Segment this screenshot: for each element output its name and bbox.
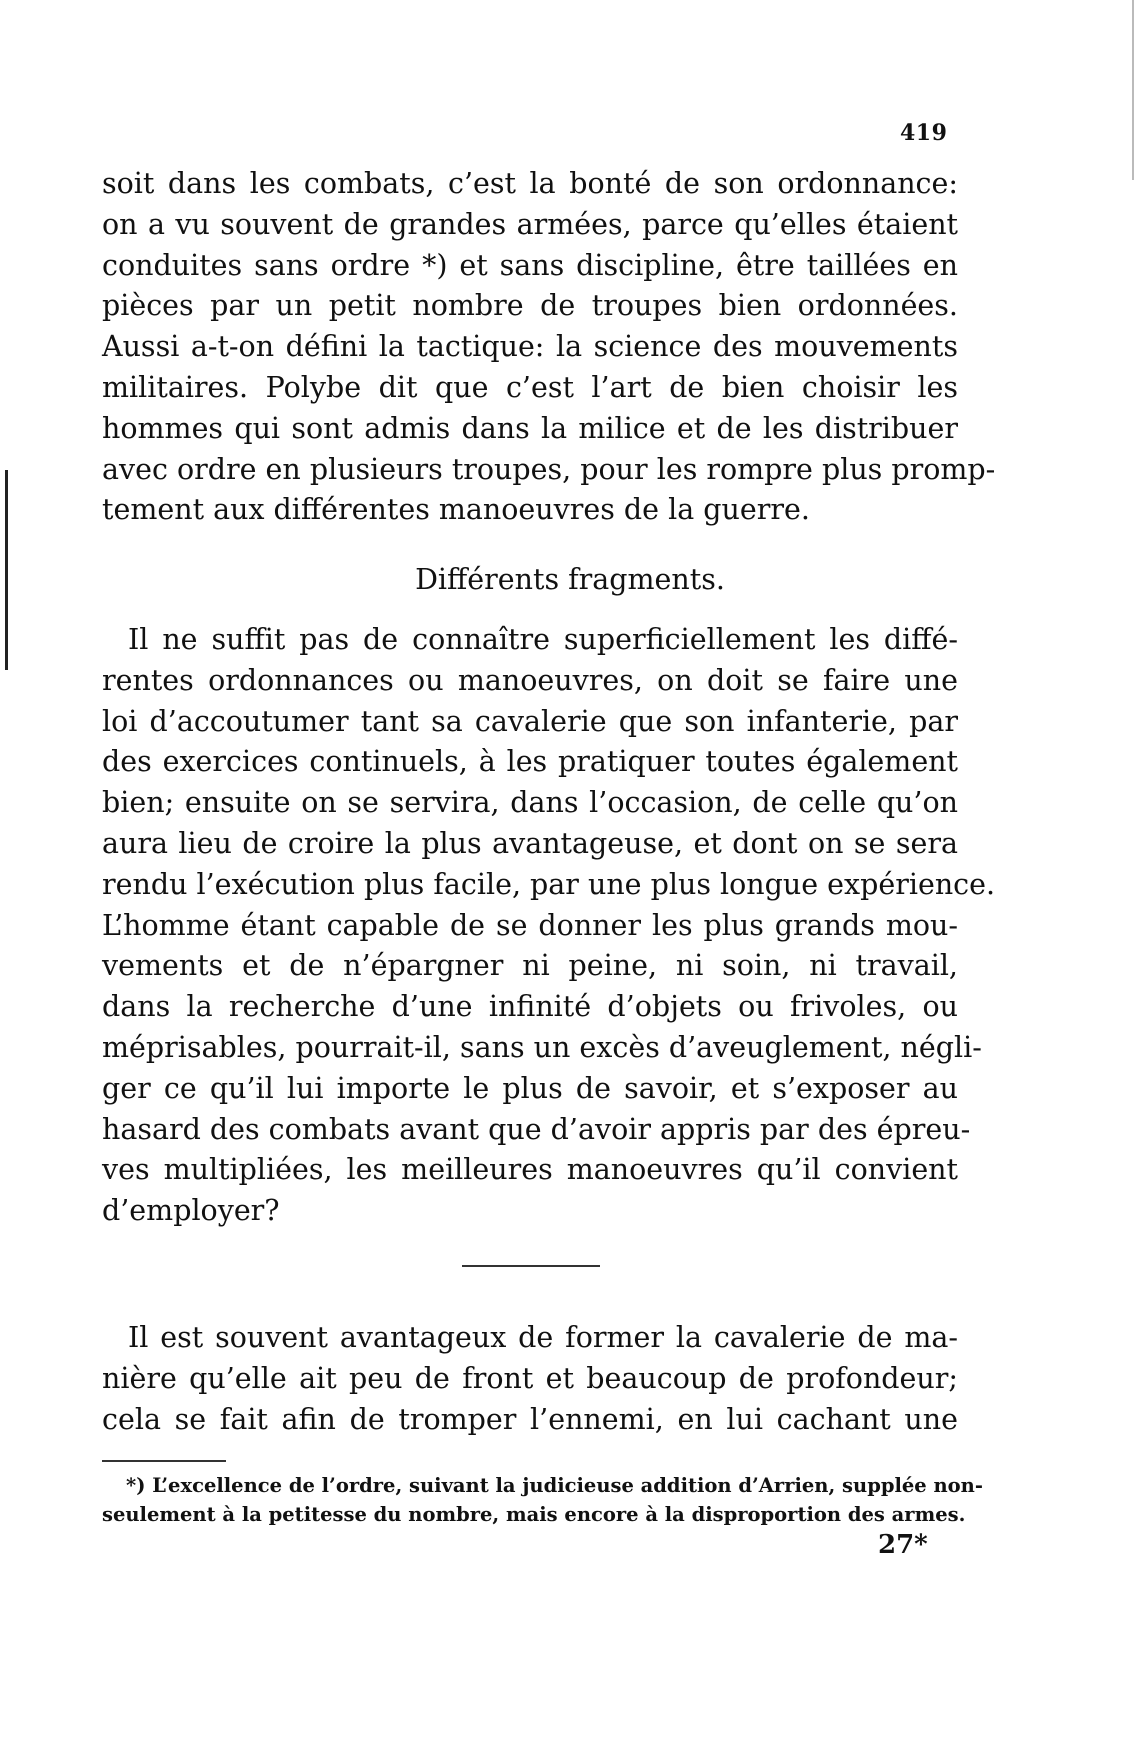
paragraph-cavalry [102, 1318, 958, 1440]
scan-edge-mark-right [1132, 0, 1134, 180]
text-line: soit dans les combats, c’est la bonté de son ordonnance: [102, 167, 958, 200]
text-line: loi d’accoutumer tant sa cavalerie que son infanterie, par [102, 704, 958, 738]
text-line: Il ne suffit pas de connaître superficiellement les diffé- [128, 623, 958, 656]
text-line: aura lieu de croire la plus avantageuse, et dont on se sera [102, 826, 958, 860]
text-line: méprisables, pourrait-il, sans un excès d’aveuglement, négli- [102, 1030, 982, 1064]
footnote-line: *) L’excellence de l’ordre, suivant la judicieuse addition d’Arrien, supplée non- [126, 1474, 983, 1497]
text-line: d’employer? [102, 1194, 280, 1228]
footnote-line: seulement à la petitesse du nombre, mais encore à la disproportion des armes. [102, 1503, 966, 1526]
section-heading: Différents fragments. [415, 563, 725, 596]
section-separator [462, 1265, 600, 1267]
text-line: ger ce qu’il lui importe le plus de savoir, et s’exposer au [102, 1071, 958, 1105]
text-line: dans la recherche d’une infinité d’objets ou frivoles, ou [102, 990, 958, 1024]
text-line: vements et de n’épargner ni peine, ni soin, ni travail, [102, 949, 958, 983]
text-line: militaires. Polybe dit que c’est l’art de bien choisir les [102, 370, 958, 404]
text-line: hommes qui sont admis dans la milice et de les distribuer [102, 411, 958, 445]
text-line: L’homme étant capable de se donner les plus grands mou- [102, 908, 958, 942]
text-line: pièces par un petit nombre de troupes bien ordonnées. [102, 289, 958, 323]
text-line: cela se fait afin de tromper l’ennemi, en lui cachant une [102, 1402, 958, 1436]
text-line: ves multipliées, les meilleures manoeuvres qu’il convient [102, 1153, 958, 1187]
text-line: Aussi a-t-on défini la tactique: la science des mouvements [102, 330, 958, 364]
page-number: 419 [900, 120, 948, 146]
text-line: bien; ensuite on se servira, dans l’occasion, de celle qu’on [102, 786, 958, 820]
paragraph-fragments [102, 620, 996, 1232]
text-line: hasard des combats avant que d’avoir appris par des épreu- [102, 1112, 971, 1146]
text-line: on a vu souvent de grandes armées, parce qu’elles étaient [102, 207, 958, 241]
footnote-rule [102, 1460, 226, 1462]
footnote [102, 1471, 983, 1529]
text-line: avec ordre en plusieurs troupes, pour les rompre plus promp- [102, 452, 996, 486]
text-line: conduites sans ordre *) et sans discipline, être taillées en [102, 248, 958, 282]
signature-mark: 27* [878, 1530, 928, 1560]
text-line: rendu l’exécution plus facile, par une plus longue expérience. [102, 867, 996, 901]
text-line: Il est souvent avantageux de former la cavalerie de ma- [128, 1321, 958, 1354]
paragraph-tactics [102, 164, 996, 531]
text-line: tement aux différentes manoeuvres de la guerre. [102, 493, 810, 527]
text-line: des exercices continuels, à les pratiquer toutes également [102, 745, 958, 779]
text-line: nière qu’elle ait peu de front et beaucoup de profondeur; [102, 1361, 958, 1395]
text-line: rentes ordonnances ou manoeuvres, on doit se faire une [102, 663, 958, 697]
